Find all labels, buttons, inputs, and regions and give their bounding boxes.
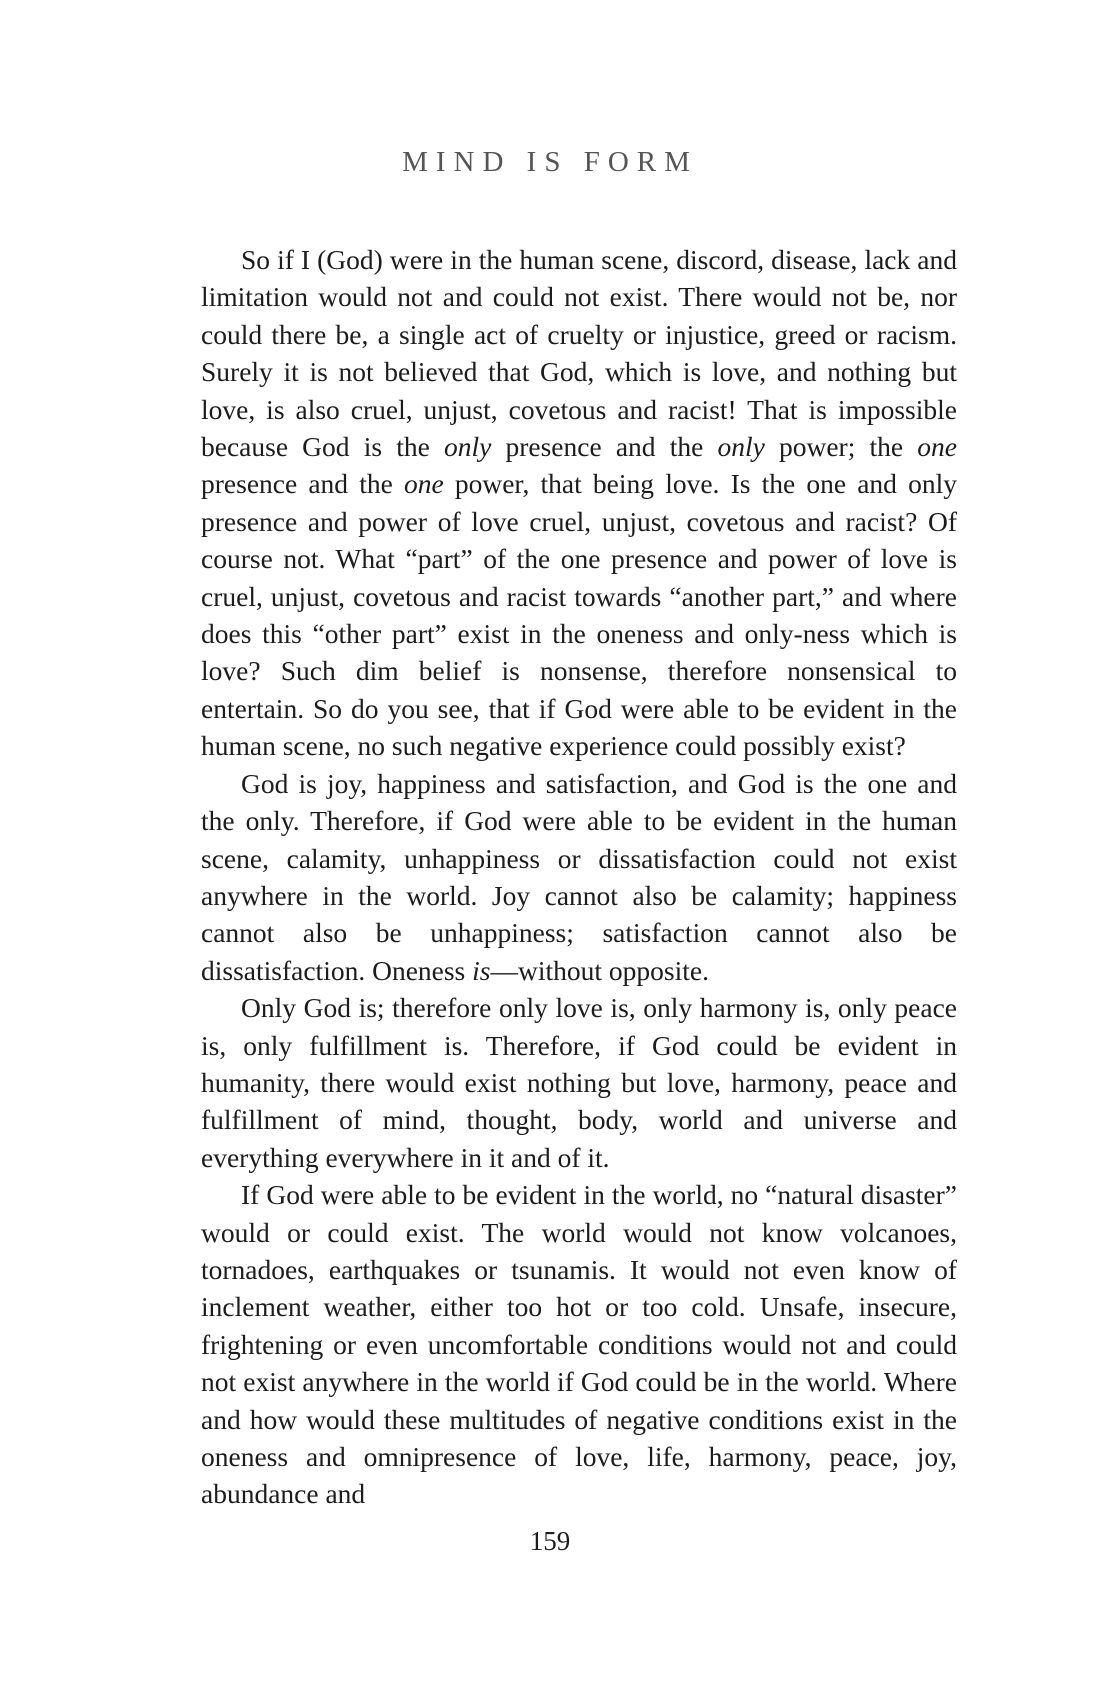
paragraph: [201, 989, 957, 1176]
paragraph: [201, 241, 957, 765]
body-text: [201, 241, 957, 1513]
page-number: 159: [529, 1526, 571, 1556]
text-run: power; the: [764, 431, 918, 463]
text-run: presence and the: [491, 431, 718, 463]
text-run: power, that being love. Is the one and only presence and power of love cruel, unjust, covetous and racist? Of course not. What “part” of the one presence and power of love is cruel, unjust, covetous and racist towards “another part,” and where does this “other part” exist in the oneness and only-ness which is love? Such dim belief is nonsense, therefore nonsensical to entertain. So do you see, that if God were able to be evident in the human scene, no such negative experience could possibly exist?: [201, 468, 957, 762]
emphasis-text: is: [472, 954, 491, 986]
running-head: MIND IS FORM: [402, 146, 698, 178]
emphasis-text: only: [717, 431, 765, 463]
emphasis-text: one: [403, 468, 444, 500]
paragraph: [201, 1176, 957, 1513]
text-run: Only God is; therefore only love is, only harmony is, only peace is, only fulfillment is. Therefore, if God could be evident in humanity, there would exist nothing but love, harmony, peace and fulfillment of mind, thought, body, world and universe and everything everywhere in it and of it.: [201, 992, 957, 1173]
text-run: So if I (God) were in the human scene, discord, disease, lack and limitation would not and could not exist. There would not be, nor could there be, a single act of cruelty or injustice, greed or racism. Surely it is not believed that God, which is love, and nothing but love, is also cruel, unjust, covetous and racist! That is impossible because God is the: [201, 244, 957, 463]
paragraph: [201, 765, 957, 989]
text-run: God is joy, happiness and satisfaction, and God is the one and the only. Therefore, if God were able to be evident in the human scene, calamity, unhappiness or dissatisfaction could not exist anywhere in the world. Joy cannot also be calamity; happiness cannot also be unhappiness; satisfaction cannot also be dissatisfaction. Oneness: [201, 767, 957, 986]
emphasis-text: only: [443, 431, 492, 463]
text-run: If God were able to be evident in the world, no “natural disaster” would or could exist. The world would not know volcanoes, tornadoes, earthquakes or tsunamis. It would not even know of inclement weather, either too hot or too cold. Unsafe, insecure, frightening or even uncomfortable conditions would not and could not exist anywhere in the world if God could be in the world. Where and how would these multitudes of negative conditions exist in the oneness and omnipresence of love, life, harmony, peace, joy, abundance and: [201, 1179, 957, 1510]
text-run: —without opposite.: [490, 954, 709, 986]
emphasis-text: one: [917, 431, 957, 463]
text-run: presence and the: [201, 468, 404, 500]
